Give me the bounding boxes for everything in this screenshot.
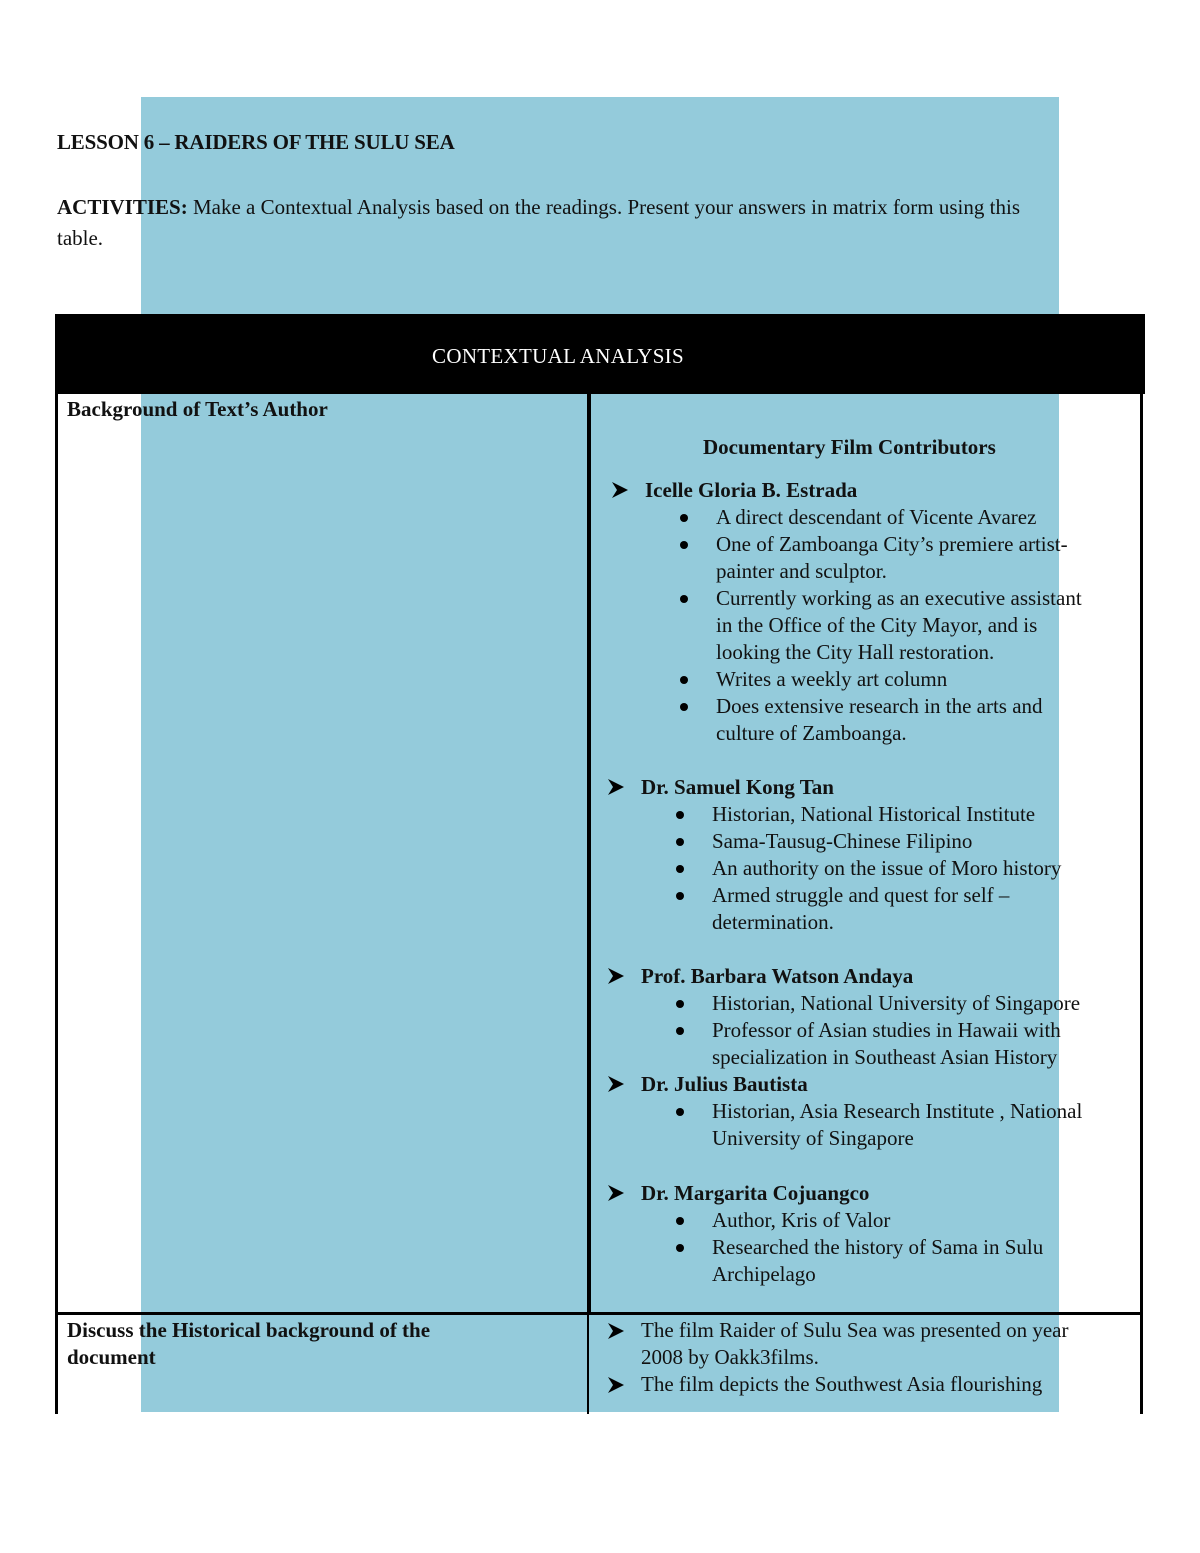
arrow-bullet-icon xyxy=(607,967,625,985)
contributor-point-line: specialization in Southeast Asian History xyxy=(712,1045,1058,1069)
arrow-bullet-icon xyxy=(607,1322,625,1340)
bullet-dot-icon xyxy=(680,595,688,603)
row-divider xyxy=(55,1312,1143,1315)
contributor-point xyxy=(712,1017,1142,1071)
historical-point-line: The film Raider of Sulu Sea was presented on year xyxy=(641,1318,1069,1342)
contributor-points xyxy=(712,801,1142,936)
bullet-dot-icon xyxy=(676,1000,684,1008)
bullet-dot-icon xyxy=(680,676,688,684)
contributor-point-line: Archipelago xyxy=(712,1262,816,1286)
row-label-author-background: Background of Text’s Author xyxy=(67,397,328,421)
contributor-point xyxy=(712,882,1142,936)
contributor-point-line: A direct descendant of Vicente Avarez xyxy=(716,505,1037,529)
contributor-name: Dr. Julius Bautista xyxy=(641,1072,808,1096)
contributor-point xyxy=(712,828,1142,855)
contributor-point-line: painter and sculptor. xyxy=(716,559,887,583)
contributor-point-line: Sama-Tausug-Chinese Filipino xyxy=(712,829,973,853)
contributor-point xyxy=(716,585,1146,666)
bullet-dot-icon xyxy=(676,1217,684,1225)
contextual-analysis-table xyxy=(55,314,1145,1414)
contributor-point-line: Professor of Asian studies in Hawaii with xyxy=(712,1018,1061,1042)
bullet-dot-icon xyxy=(676,1244,684,1252)
contributor-point xyxy=(716,504,1146,531)
contributor-name: Dr. Margarita Cojuangco xyxy=(641,1181,870,1205)
bullet-dot-icon xyxy=(676,865,684,873)
bullet-dot-icon xyxy=(676,1108,684,1116)
contributor-point-line: looking the City Hall restoration. xyxy=(716,640,995,664)
activities-label: ACTIVITIES: xyxy=(57,195,188,219)
contributor-point xyxy=(712,1234,1142,1288)
activities-text: Make a Contextual Analysis based on the readings. Present your answers in matrix form using this table. xyxy=(57,195,1020,250)
bullet-dot-icon xyxy=(680,541,688,549)
row-label-historical-background xyxy=(67,1317,547,1371)
contributor-point-line: Researched the history of Sama in Sulu xyxy=(712,1235,1044,1259)
contributor-point-line: in the Office of the City Mayor, and is xyxy=(716,613,1038,637)
column-divider xyxy=(587,394,591,1314)
contributor-point xyxy=(712,1098,1142,1152)
arrow-bullet-icon xyxy=(607,1376,625,1394)
activities-instructions xyxy=(57,192,1057,254)
contributor-point-line: Writes a weekly art column xyxy=(716,667,948,691)
lesson-title: LESSON 6 – RAIDERS OF THE SULU SEA xyxy=(57,130,455,154)
contributor-point-line: culture of Zamboanga. xyxy=(716,721,907,745)
bullet-dot-icon xyxy=(676,892,684,900)
contributor-point xyxy=(712,1207,1142,1234)
contributors-heading: Documentary Film Contributors xyxy=(703,435,996,459)
contributor-name: Prof. Barbara Watson Andaya xyxy=(641,964,914,988)
arrow-bullet-icon xyxy=(611,481,629,499)
contributor-points xyxy=(712,1207,1142,1288)
column-divider-lower xyxy=(587,1314,589,1414)
bullet-dot-icon xyxy=(680,514,688,522)
contributor-points xyxy=(712,1098,1142,1152)
contributor-points xyxy=(712,990,1142,1071)
row-label-historical-line2: document xyxy=(67,1345,156,1369)
contributor-points xyxy=(716,504,1146,747)
arrow-bullet-icon xyxy=(607,1075,625,1093)
contributor-name: Icelle Gloria B. Estrada xyxy=(645,478,858,502)
historical-point-line: The film depicts the Southwest Asia flourishing xyxy=(641,1372,1043,1396)
contributor-point-line: Historian, Asia Research Institute , National xyxy=(712,1099,1083,1123)
contributor-point-line: Historian, National Historical Institute xyxy=(712,802,1036,826)
contributor-name: Dr. Samuel Kong Tan xyxy=(641,775,834,799)
bullet-dot-icon xyxy=(676,811,684,819)
contributor-point-line: Currently working as an executive assistant xyxy=(716,586,1082,610)
table-left-border xyxy=(55,394,58,1414)
arrow-bullet-icon xyxy=(607,1184,625,1202)
contributor-point xyxy=(712,801,1142,828)
contributor-point-line: determination. xyxy=(712,910,834,934)
table-header-title: CONTEXTUAL ANALYSIS xyxy=(432,344,684,368)
bullet-dot-icon xyxy=(676,838,684,846)
contributor-point xyxy=(716,666,1146,693)
historical-point-line: 2008 by Oakk3films. xyxy=(641,1345,819,1369)
contributor-point-line: Armed struggle and quest for self – xyxy=(712,883,1010,907)
row-label-historical-line1: Discuss the Historical background of the xyxy=(67,1318,431,1342)
contributor-point-line: University of Singapore xyxy=(712,1126,914,1150)
contributor-point-line: One of Zamboanga City’s premiere artist- xyxy=(716,532,1068,556)
contributor-point xyxy=(716,531,1146,585)
contributor-point-line: Historian, National University of Singapore xyxy=(712,991,1081,1015)
contributor-point xyxy=(712,990,1142,1017)
bullet-dot-icon xyxy=(676,1027,684,1035)
contributor-point xyxy=(716,693,1146,747)
contributor-point-line: Author, Kris of Valor xyxy=(712,1208,891,1232)
arrow-bullet-icon xyxy=(607,778,625,796)
contributor-point-line: An authority on the issue of Moro history xyxy=(712,856,1062,880)
table-header xyxy=(55,314,1145,394)
bullet-dot-icon xyxy=(680,703,688,711)
contributor-point xyxy=(712,855,1142,882)
contributor-point-line: Does extensive research in the arts and xyxy=(716,694,1043,718)
